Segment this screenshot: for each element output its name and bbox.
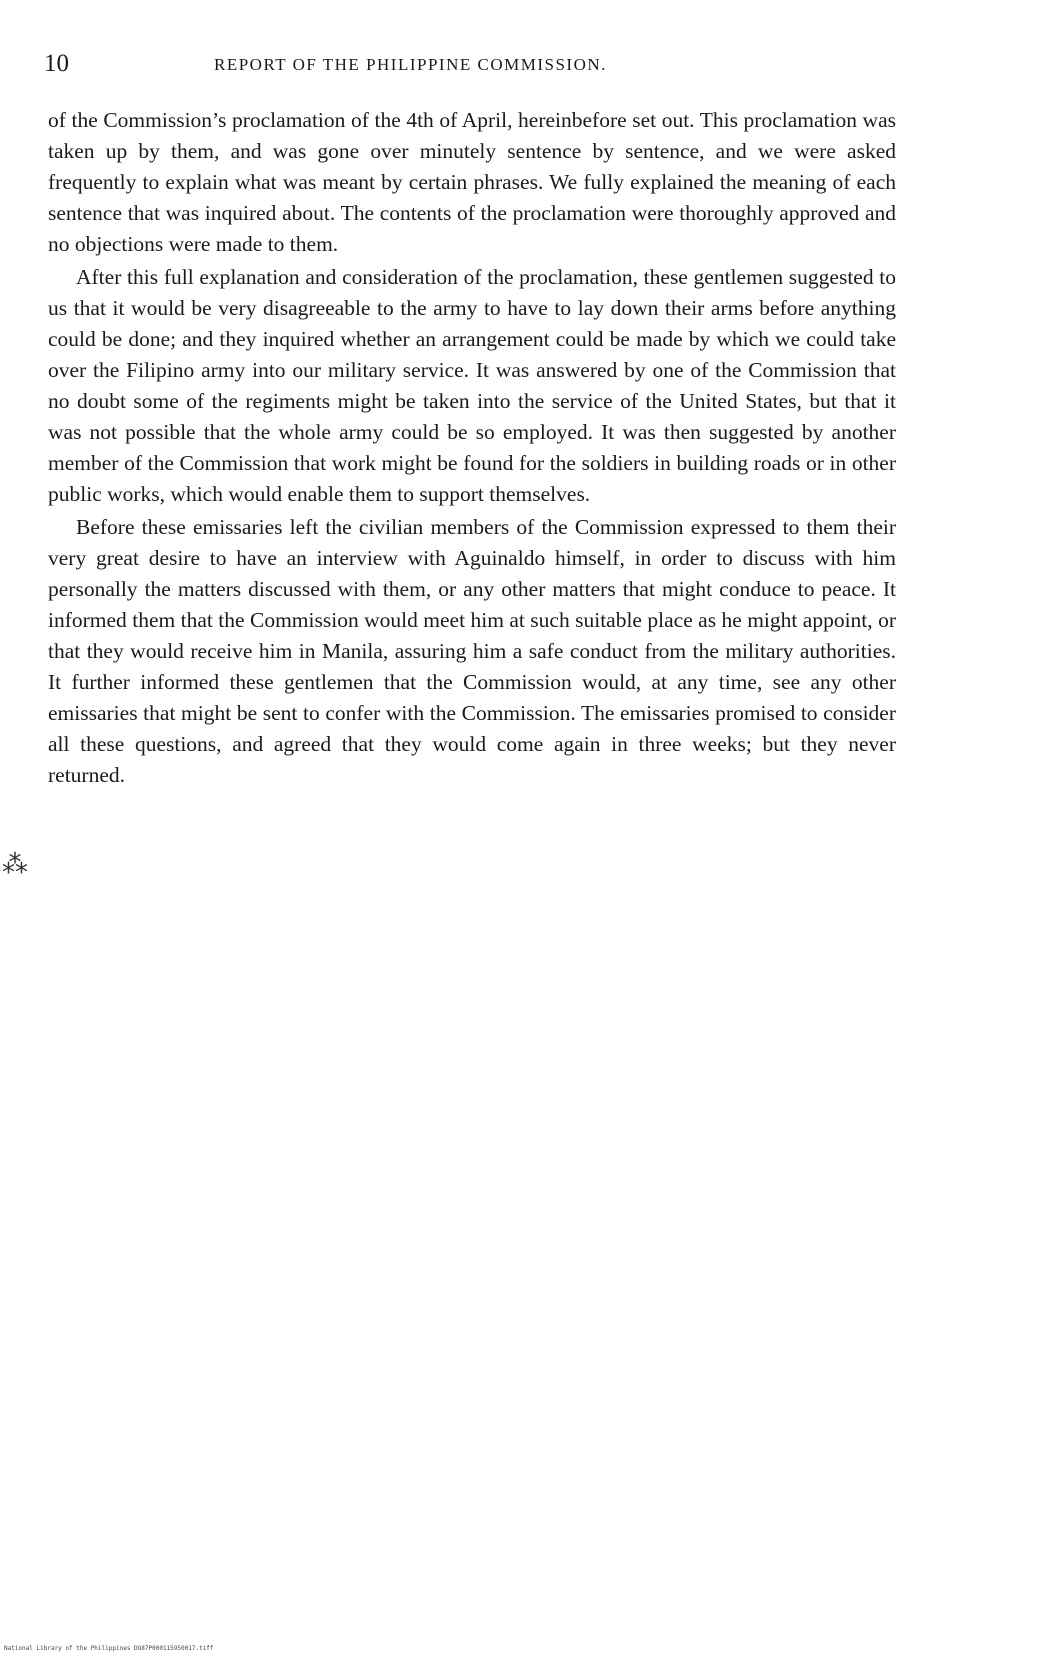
- paragraph-2: After this full explanation and consideration of the proclamation, these gentlemen suggested to us that it would be very disagreeable to the army to have to lay down their arms before anything could be done; and they inquired whether an arrangement could be made by which we could take over the Filipino army into our military service. It was answered by one of the Commission that no doubt some of the regiments might be taken into the service of the United States, but that it was not possible that the whole army could be so employed. It was then suggested by another member of the Commission that work might be found for the soldiers in building roads or in other public works, which would enable them to support themselves.: [48, 265, 896, 506]
- library-stamp-icon: ⁂: [2, 850, 28, 880]
- page-number: 10: [44, 50, 69, 77]
- body-text: [48, 105, 896, 793]
- page-header: [44, 50, 944, 84]
- paragraph-1: of the Commission’s proclamation of the 4th of April, hereinbefore set out. This proclamation was taken up by them, and was gone over minutely sentence by sentence, and we were asked frequently to explain what was meant by certain phrases. We fully explained the meaning of each sentence that was inquired about. The contents of the proclamation were thoroughly approved and no objections were made to them.: [48, 108, 896, 256]
- running-head: REPORT OF THE PHILIPPINE COMMISSION.: [214, 55, 607, 74]
- paragraph-3: Before these emissaries left the civilian members of the Commission expressed to them their very great desire to have an interview with Aguinaldo himself, in order to discuss with him personally the matters discussed with them, or any other matters that might conduce to peace. It informed them that the Commission would meet him at such suitable place as he might appoint, or that they would receive him in Manila, assuring him a safe conduct from the military authorities. It further informed these gentlemen that the Commission would, at any time, see any other emissaries that might be sent to confer with the Commission. The emissaries promised to consider all these questions, and agreed that they would come again in three weeks; but they never returned.: [48, 515, 896, 787]
- scan-footer: National Library of the Philippines DO87P000115950017.tiff: [4, 1645, 214, 1652]
